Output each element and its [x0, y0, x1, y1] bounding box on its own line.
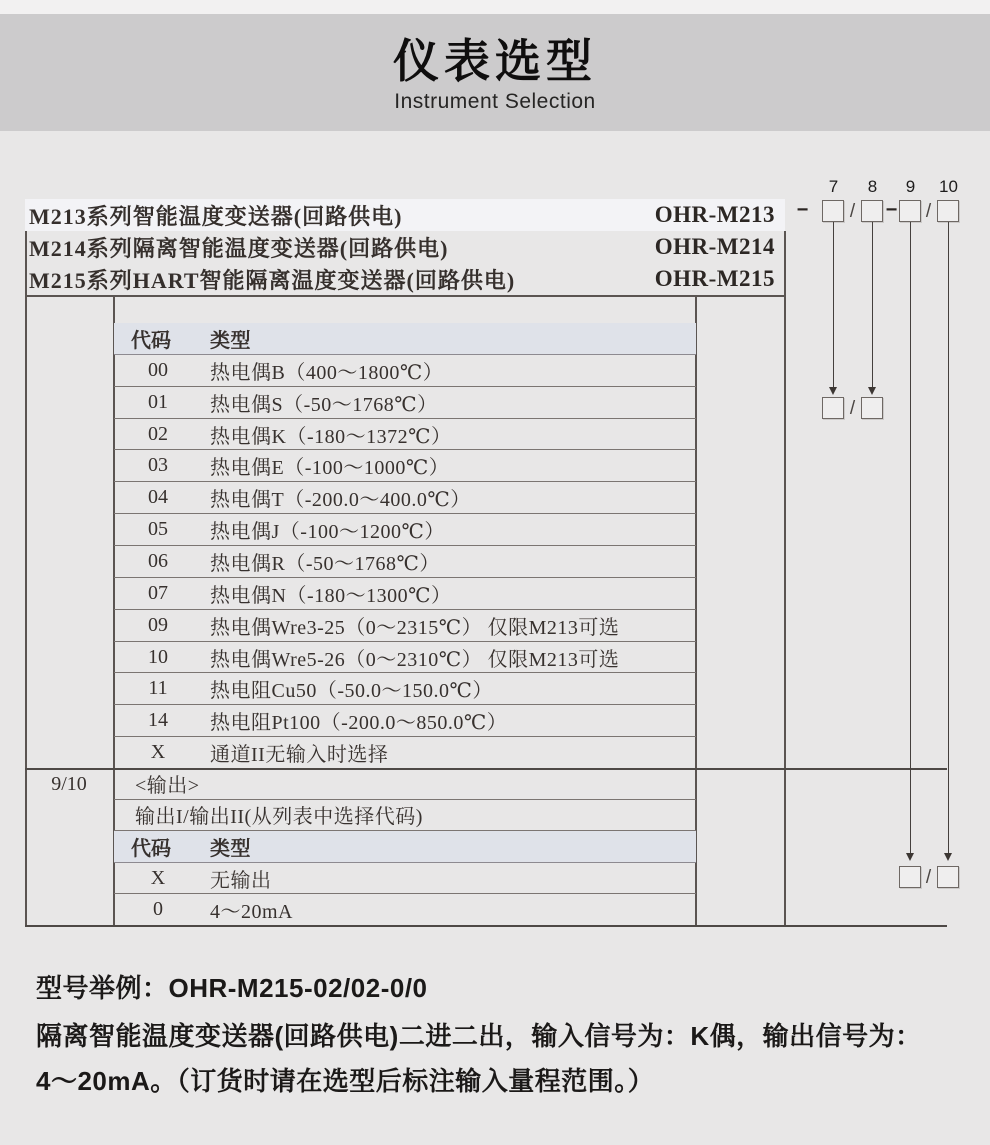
- col-header-code: 代码: [131, 329, 171, 352]
- selection-box-7: [822, 200, 844, 222]
- digit-label-10: 10: [939, 177, 958, 196]
- position-label-9-10: 9/10: [51, 772, 87, 795]
- type-cell: 热电阻Cu50（-50.0～150.0℃）: [210, 680, 493, 703]
- arrowhead-9: [906, 853, 914, 861]
- code-cell: 11: [148, 677, 168, 700]
- code-cell: 05: [148, 518, 168, 541]
- dash-separator: −: [885, 199, 898, 221]
- arrowhead-10: [944, 853, 952, 861]
- output-subheader: 输出I/输出II(从列表中选择代码): [135, 806, 423, 829]
- example-description-line-1: 隔离智能温度变送器(回路供电)二进二出，输入信号为：K偶，输出信号为：: [36, 1021, 922, 1051]
- table-row: [114, 737, 696, 768]
- table-row: [114, 673, 696, 705]
- type-cell: 热电偶R（-50～1768℃）: [210, 552, 440, 575]
- type-cell: 热电偶E（-100～1000℃）: [210, 457, 450, 480]
- product-code: OHR-M215: [654, 266, 775, 291]
- product-name: M213系列智能温度变送器(回路供电): [29, 203, 403, 229]
- product-row-m214: [25, 231, 785, 263]
- table-row: [114, 705, 696, 737]
- table-row: [114, 578, 696, 610]
- example-description-line-2: 4～20mA。（订货时请在选型后标注输入量程范围。）: [36, 1066, 655, 1096]
- output-code-box-10: [937, 866, 959, 888]
- digit-label-7: 7: [828, 177, 839, 196]
- code-cell: 14: [148, 709, 168, 732]
- type-cell: 热电偶B（400～1800℃）: [210, 361, 444, 384]
- table-row: [114, 387, 696, 419]
- code-cell: 04: [148, 486, 168, 509]
- product-name: M215系列HART智能隔离温度变送器(回路供电): [29, 267, 516, 293]
- code-cell: 00: [148, 358, 168, 381]
- type-cell: 4～20mA: [210, 901, 293, 924]
- page-subtitle: Instrument Selection: [394, 90, 596, 113]
- col-header-code: 代码: [131, 837, 171, 860]
- slash-separator: /: [849, 398, 856, 419]
- arrowhead-7: [829, 387, 837, 395]
- product-name: M214系列隔离智能温度变送器(回路供电): [29, 235, 449, 261]
- table-row: [114, 482, 696, 514]
- output-header-row: [114, 768, 696, 800]
- selection-box-9: [899, 200, 921, 222]
- code-cell: 09: [148, 613, 168, 636]
- pointer-line-7: [833, 222, 834, 387]
- table-row: [114, 863, 696, 895]
- type-cell: 通道II无输入时选择: [210, 744, 389, 767]
- code-cell: 02: [148, 422, 168, 445]
- output-table-header: [114, 831, 696, 863]
- pointer-line-8: [872, 222, 873, 387]
- slash-separator: /: [849, 201, 856, 222]
- table-row: [114, 610, 696, 642]
- product-code: OHR-M213: [654, 202, 775, 227]
- digit-label-8: 8: [867, 177, 878, 196]
- type-cell: 热电偶N（-180～1300℃）: [210, 584, 452, 607]
- code-cell: 03: [148, 454, 168, 477]
- code-cell: X: [150, 741, 166, 764]
- input-code-table: [114, 323, 696, 768]
- type-cell: 热电偶T（-200.0～400.0℃）: [210, 489, 471, 512]
- output-header: <输出>: [135, 774, 200, 797]
- product-row-m213: [25, 199, 785, 231]
- pointer-line-9: [910, 222, 911, 853]
- type-cell: 热电偶S（-50～1768℃）: [210, 393, 438, 416]
- table-row: [114, 514, 696, 546]
- type-cell: 热电阻Pt100（-200.0～850.0℃）: [210, 712, 508, 735]
- top-strip: [0, 0, 990, 14]
- arrowhead-8: [868, 387, 876, 395]
- output-code-table: [114, 768, 696, 925]
- dash-separator: −: [796, 199, 809, 221]
- table-row: [114, 355, 696, 387]
- table-border-right: [784, 231, 786, 925]
- type-cell: 热电偶J（-100～1200℃）: [210, 521, 445, 544]
- table-border-left: [25, 231, 27, 925]
- pointer-line-10: [948, 222, 949, 853]
- table-row: [114, 642, 696, 674]
- table-line-top: [25, 295, 786, 297]
- table-row: [114, 450, 696, 482]
- col-header-type: 类型: [210, 329, 251, 352]
- selection-box-8: [861, 200, 883, 222]
- code-cell: 10: [148, 645, 168, 668]
- slash-separator: /: [925, 867, 932, 888]
- col-header-type: 类型: [210, 837, 251, 860]
- digit-label-9: 9: [905, 177, 916, 196]
- table-row: [114, 894, 696, 925]
- code-cell: 0: [153, 898, 163, 921]
- type-cell: 热电偶Wre5-26（0～2310℃） 仅限M213可选: [210, 648, 620, 671]
- input-code-box-8: [861, 397, 883, 419]
- page-title: 仪表选型: [393, 35, 597, 87]
- code-cell: 07: [148, 581, 168, 604]
- output-subheader-row: [114, 800, 696, 832]
- table-row: [114, 546, 696, 578]
- code-cell: 01: [148, 390, 168, 413]
- code-cell: X: [150, 866, 166, 889]
- type-cell: 无输出: [210, 869, 272, 892]
- output-code-box-9: [899, 866, 921, 888]
- example-model-line: 型号举例：OHR-M215-02/02-0/0: [36, 973, 428, 1003]
- type-cell: 热电偶K（-180～1372℃）: [210, 425, 452, 448]
- code-cell: 06: [148, 549, 168, 572]
- type-cell: 热电偶Wre3-25（0～2315℃） 仅限M213可选: [210, 616, 620, 639]
- product-row-m215: [25, 263, 785, 295]
- selection-box-10: [937, 200, 959, 222]
- input-code-box-7: [822, 397, 844, 419]
- input-table-header: [114, 323, 696, 355]
- table-line-bottom: [25, 925, 947, 927]
- product-code: OHR-M214: [654, 234, 775, 259]
- slash-separator: /: [925, 201, 932, 222]
- table-row: [114, 419, 696, 451]
